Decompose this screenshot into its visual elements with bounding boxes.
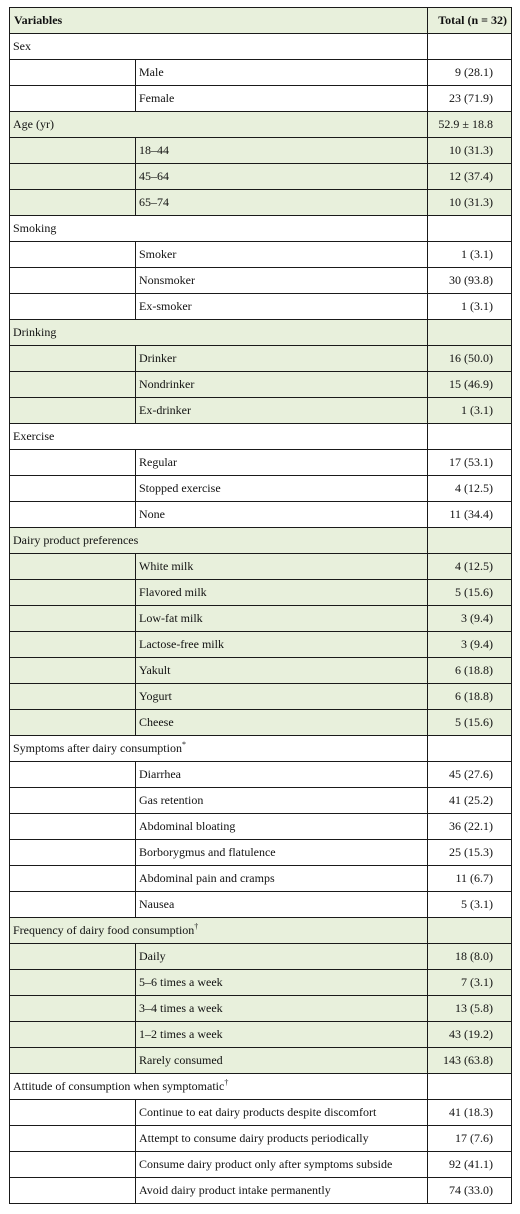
indent-cell bbox=[10, 762, 136, 788]
indent-cell bbox=[10, 268, 136, 294]
row-label: Nonsmoker bbox=[136, 268, 428, 294]
indent-cell bbox=[10, 684, 136, 710]
table-row bbox=[10, 164, 512, 190]
indent-cell bbox=[10, 658, 136, 684]
row-value: 3 (9.4) bbox=[428, 606, 512, 632]
row-label: 1–2 times a week bbox=[136, 1022, 428, 1048]
row-label: Yakult bbox=[136, 658, 428, 684]
row-value: 17 (7.6) bbox=[428, 1126, 512, 1152]
indent-cell bbox=[10, 1178, 136, 1204]
indent-cell bbox=[10, 892, 136, 918]
category-row bbox=[10, 34, 512, 60]
row-value: 3 (9.4) bbox=[428, 632, 512, 658]
table-row bbox=[10, 268, 512, 294]
row-value: 41 (18.3) bbox=[428, 1100, 512, 1126]
table-row bbox=[10, 632, 512, 658]
row-label: White milk bbox=[136, 554, 428, 580]
footnote-mark: † bbox=[194, 922, 199, 931]
table-row bbox=[10, 1152, 512, 1178]
row-label: Female bbox=[136, 86, 428, 112]
category-text: Symptoms after dairy consumption bbox=[13, 741, 182, 755]
table-row bbox=[10, 788, 512, 814]
row-value: 13 (5.8) bbox=[428, 996, 512, 1022]
table-row bbox=[10, 684, 512, 710]
category-row bbox=[10, 528, 512, 554]
table-row bbox=[10, 1178, 512, 1204]
table-row bbox=[10, 970, 512, 996]
row-label: Smoker bbox=[136, 242, 428, 268]
indent-cell bbox=[10, 580, 136, 606]
row-label: Daily bbox=[136, 944, 428, 970]
indent-cell bbox=[10, 1048, 136, 1074]
row-label: Diarrhea bbox=[136, 762, 428, 788]
row-label: Abdominal pain and cramps bbox=[136, 866, 428, 892]
row-label: Continue to eat dairy products despite discomfort bbox=[136, 1100, 428, 1126]
row-label: Nondrinker bbox=[136, 372, 428, 398]
table-header-row bbox=[10, 8, 512, 34]
row-value: 10 (31.3) bbox=[428, 190, 512, 216]
indent-cell bbox=[10, 710, 136, 736]
category-text: Frequency of dairy food consumption bbox=[13, 923, 195, 937]
category-label bbox=[10, 528, 428, 554]
category-row bbox=[10, 1074, 512, 1100]
indent-cell bbox=[10, 190, 136, 216]
row-value: 11 (6.7) bbox=[428, 866, 512, 892]
category-value bbox=[428, 918, 512, 944]
row-value: 43 (19.2) bbox=[428, 1022, 512, 1048]
footnote-mark: * bbox=[181, 740, 186, 749]
row-label: Lactose-free milk bbox=[136, 632, 428, 658]
indent-cell bbox=[10, 86, 136, 112]
table-row bbox=[10, 346, 512, 372]
row-value: 1 (3.1) bbox=[428, 398, 512, 424]
row-value: 23 (71.9) bbox=[428, 86, 512, 112]
row-value: 5 (15.6) bbox=[428, 710, 512, 736]
row-value: 5 (15.6) bbox=[428, 580, 512, 606]
indent-cell bbox=[10, 450, 136, 476]
indent-cell bbox=[10, 242, 136, 268]
header-total: Total (n = 32) bbox=[428, 8, 512, 34]
row-value: 10 (31.3) bbox=[428, 138, 512, 164]
row-label: 3–4 times a week bbox=[136, 996, 428, 1022]
row-value: 36 (22.1) bbox=[428, 814, 512, 840]
row-value: 4 (12.5) bbox=[428, 554, 512, 580]
table-row bbox=[10, 86, 512, 112]
row-value: 16 (50.0) bbox=[428, 346, 512, 372]
row-label: 18–44 bbox=[136, 138, 428, 164]
row-value: 25 (15.3) bbox=[428, 840, 512, 866]
table-row bbox=[10, 60, 512, 86]
row-label: 65–74 bbox=[136, 190, 428, 216]
indent-cell bbox=[10, 996, 136, 1022]
category-label bbox=[10, 216, 428, 242]
category-text: Dairy product preferences bbox=[13, 533, 139, 547]
category-text: Sex bbox=[13, 39, 31, 53]
indent-cell bbox=[10, 866, 136, 892]
row-label: Drinker bbox=[136, 346, 428, 372]
row-label: Consume dairy product only after symptoms subside bbox=[136, 1152, 428, 1178]
row-label: Avoid dairy product intake permanently bbox=[136, 1178, 428, 1204]
category-text: Exercise bbox=[13, 429, 55, 443]
table-row bbox=[10, 1048, 512, 1074]
category-text: Smoking bbox=[13, 221, 57, 235]
table-row bbox=[10, 372, 512, 398]
category-row bbox=[10, 112, 512, 138]
category-value bbox=[428, 320, 512, 346]
category-value bbox=[428, 736, 512, 762]
row-label: Borborygmus and flatulence bbox=[136, 840, 428, 866]
row-label: Regular bbox=[136, 450, 428, 476]
category-label bbox=[10, 112, 428, 138]
table-row bbox=[10, 710, 512, 736]
indent-cell bbox=[10, 632, 136, 658]
indent-cell bbox=[10, 502, 136, 528]
row-value: 15 (46.9) bbox=[428, 372, 512, 398]
row-label: Abdominal bloating bbox=[136, 814, 428, 840]
table-row bbox=[10, 190, 512, 216]
table-row bbox=[10, 398, 512, 424]
row-label: Low-fat milk bbox=[136, 606, 428, 632]
indent-cell bbox=[10, 60, 136, 86]
row-value: 1 (3.1) bbox=[428, 294, 512, 320]
row-label: Attempt to consume dairy products periodically bbox=[136, 1126, 428, 1152]
indent-cell bbox=[10, 788, 136, 814]
table-row bbox=[10, 892, 512, 918]
category-value: 52.9 ± 18.8 bbox=[428, 112, 512, 138]
table-row bbox=[10, 658, 512, 684]
table-row bbox=[10, 866, 512, 892]
row-value: 143 (63.8) bbox=[428, 1048, 512, 1074]
row-value: 4 (12.5) bbox=[428, 476, 512, 502]
category-text: Age (yr) bbox=[13, 117, 54, 131]
table-row bbox=[10, 450, 512, 476]
category-row bbox=[10, 918, 512, 944]
category-label bbox=[10, 736, 428, 762]
row-label: Rarely consumed bbox=[136, 1048, 428, 1074]
table-row bbox=[10, 814, 512, 840]
category-row bbox=[10, 424, 512, 450]
row-value: 92 (41.1) bbox=[428, 1152, 512, 1178]
category-text: Drinking bbox=[13, 325, 57, 339]
indent-cell bbox=[10, 398, 136, 424]
demographics-table bbox=[9, 7, 512, 1204]
row-value: 6 (18.8) bbox=[428, 684, 512, 710]
row-value: 45 (27.6) bbox=[428, 762, 512, 788]
row-value: 41 (25.2) bbox=[428, 788, 512, 814]
table-row bbox=[10, 762, 512, 788]
category-row bbox=[10, 736, 512, 762]
category-value bbox=[428, 34, 512, 60]
indent-cell bbox=[10, 1126, 136, 1152]
table-row bbox=[10, 554, 512, 580]
indent-cell bbox=[10, 840, 136, 866]
category-value bbox=[428, 1074, 512, 1100]
table-row bbox=[10, 840, 512, 866]
table-row bbox=[10, 1100, 512, 1126]
row-value: 17 (53.1) bbox=[428, 450, 512, 476]
indent-cell bbox=[10, 970, 136, 996]
table-row bbox=[10, 294, 512, 320]
table-row bbox=[10, 606, 512, 632]
row-label: Male bbox=[136, 60, 428, 86]
table-row bbox=[10, 1022, 512, 1048]
row-value: 1 (3.1) bbox=[428, 242, 512, 268]
indent-cell bbox=[10, 1022, 136, 1048]
category-label bbox=[10, 34, 428, 60]
row-label: Ex-drinker bbox=[136, 398, 428, 424]
category-label bbox=[10, 424, 428, 450]
category-label bbox=[10, 320, 428, 346]
indent-cell bbox=[10, 814, 136, 840]
row-value: 12 (37.4) bbox=[428, 164, 512, 190]
row-label: Cheese bbox=[136, 710, 428, 736]
table-row bbox=[10, 1126, 512, 1152]
row-value: 74 (33.0) bbox=[428, 1178, 512, 1204]
row-label: Gas retention bbox=[136, 788, 428, 814]
row-label: Yogurt bbox=[136, 684, 428, 710]
row-label: 5–6 times a week bbox=[136, 970, 428, 996]
footnote-mark: † bbox=[224, 1078, 229, 1087]
table-row bbox=[10, 502, 512, 528]
table-row bbox=[10, 944, 512, 970]
category-row bbox=[10, 216, 512, 242]
row-label: Flavored milk bbox=[136, 580, 428, 606]
row-value: 6 (18.8) bbox=[428, 658, 512, 684]
indent-cell bbox=[10, 1100, 136, 1126]
row-value: 30 (93.8) bbox=[428, 268, 512, 294]
category-label bbox=[10, 1074, 428, 1100]
indent-cell bbox=[10, 372, 136, 398]
row-label: 45–64 bbox=[136, 164, 428, 190]
indent-cell bbox=[10, 606, 136, 632]
indent-cell bbox=[10, 346, 136, 372]
row-value: 9 (28.1) bbox=[428, 60, 512, 86]
row-label: Ex-smoker bbox=[136, 294, 428, 320]
row-label: None bbox=[136, 502, 428, 528]
category-text: Attitude of consumption when symptomatic bbox=[13, 1079, 225, 1093]
indent-cell bbox=[10, 164, 136, 190]
table-body bbox=[10, 34, 512, 1204]
indent-cell bbox=[10, 294, 136, 320]
row-value: 7 (3.1) bbox=[428, 970, 512, 996]
table-row bbox=[10, 242, 512, 268]
row-value: 18 (8.0) bbox=[428, 944, 512, 970]
indent-cell bbox=[10, 944, 136, 970]
table-row bbox=[10, 138, 512, 164]
table-row bbox=[10, 580, 512, 606]
indent-cell bbox=[10, 138, 136, 164]
row-value: 11 (34.4) bbox=[428, 502, 512, 528]
table-row bbox=[10, 996, 512, 1022]
table-row bbox=[10, 476, 512, 502]
row-value: 5 (3.1) bbox=[428, 892, 512, 918]
header-variables: Variables bbox=[10, 8, 428, 34]
category-row bbox=[10, 320, 512, 346]
row-label: Nausea bbox=[136, 892, 428, 918]
indent-cell bbox=[10, 554, 136, 580]
indent-cell bbox=[10, 476, 136, 502]
category-value bbox=[428, 528, 512, 554]
category-value bbox=[428, 424, 512, 450]
category-label bbox=[10, 918, 428, 944]
category-value bbox=[428, 216, 512, 242]
row-label: Stopped exercise bbox=[136, 476, 428, 502]
indent-cell bbox=[10, 1152, 136, 1178]
